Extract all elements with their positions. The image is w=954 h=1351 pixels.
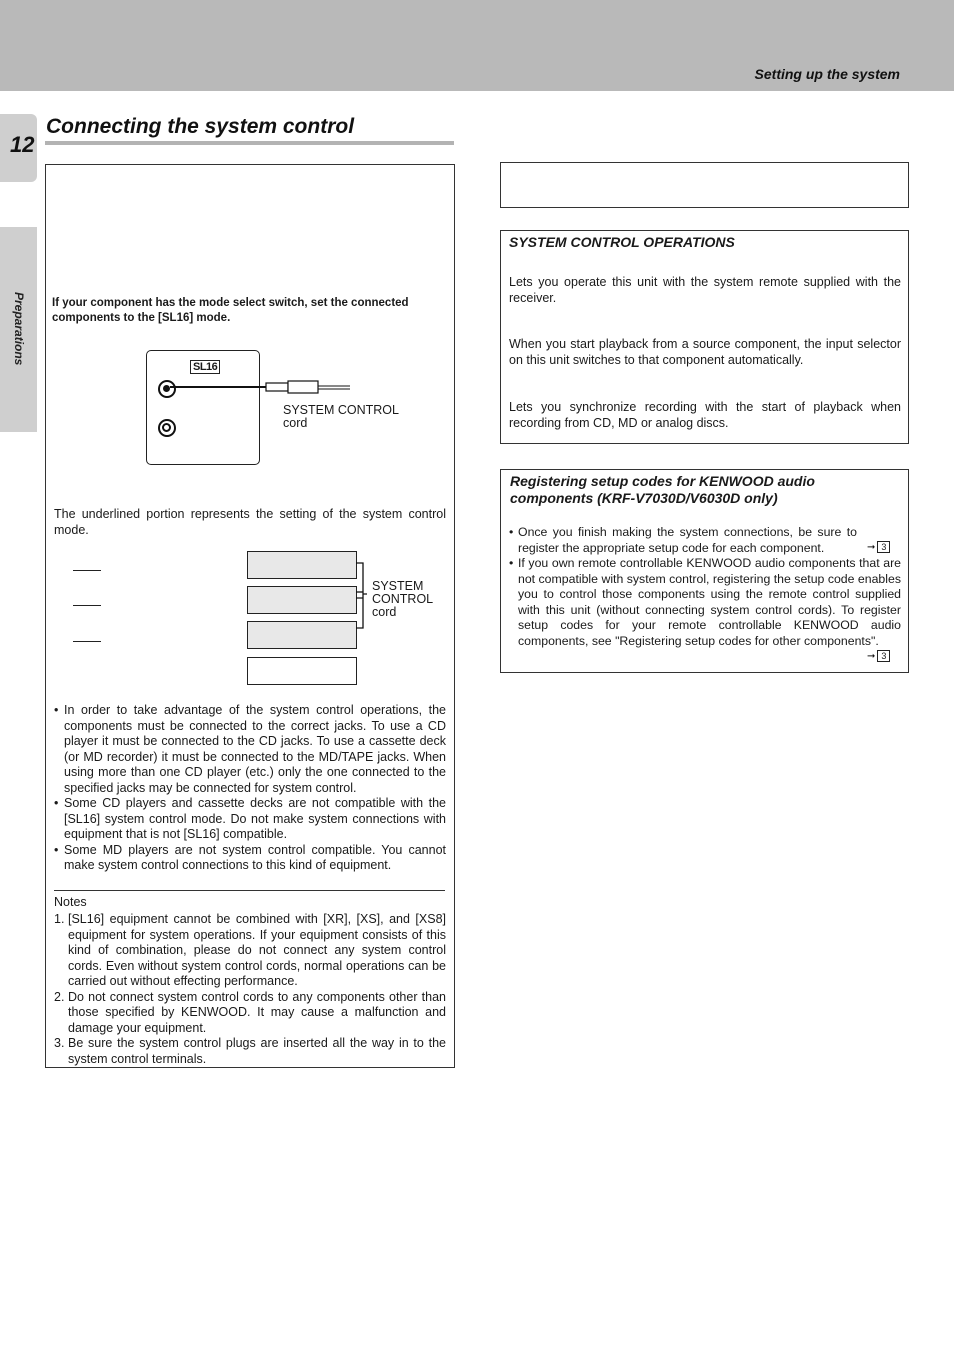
device-underline-2 bbox=[73, 605, 101, 606]
page-number: 12 bbox=[10, 132, 35, 157]
list-item: 2. Do not connect system control cords to any components other than those specified by KENWOOD. It may cause a malfunction and damage your equipment. bbox=[54, 989, 446, 1035]
compatibility-bullets bbox=[54, 703, 446, 874]
sl16-label: SL16 bbox=[190, 360, 220, 374]
device-underline-1 bbox=[73, 570, 101, 571]
notes-list bbox=[54, 912, 446, 1067]
book-icon: 3 bbox=[877, 650, 890, 662]
device-underline-3 bbox=[73, 641, 101, 642]
sco-paragraph-1: Lets you operate this unit with the system remote supplied with the receiver. bbox=[509, 275, 901, 305]
sco-paragraph-3: Lets you synchronize recording with the start of playback when recording from CD, MD or analog discs. bbox=[509, 400, 901, 430]
cord-plug-icon bbox=[170, 378, 360, 398]
heading-rule bbox=[45, 141, 454, 145]
page-reference-2 bbox=[867, 650, 890, 662]
section-title: Setting up the system bbox=[754, 66, 900, 82]
system-control-cord-label: SYSTEM CONTROL cord bbox=[372, 579, 434, 619]
list-item: • Once you finish making the system connections, be sure to register the appropriate setup code for each component. bbox=[509, 525, 901, 556]
list-item: • If you own remote controllable KENWOOD audio components that are not compatible with system control, registering the setup code enables you to control those components using the remote control supplied with this unit (without connecting system control cords). To register setup codes for your remote controllable KENWOOD audio components, see "Registering setup codes for other components". bbox=[509, 556, 901, 649]
notes-title: Notes bbox=[54, 895, 87, 909]
list-item: 1. [SL16] equipment cannot be combined with [XR], [XS], and [XS8] equipment for system operations. If your equipment consists of this kind of combination, please do not connect any system control cords. Even without system control cords, normal operations can be carried out without effecting performance. bbox=[54, 912, 446, 988]
list-item: 3. Be sure the system control plugs are inserted all the way in to the system control terminals. bbox=[54, 1036, 446, 1066]
arrow-icon: ➞ bbox=[867, 650, 876, 662]
page-reference bbox=[867, 541, 890, 553]
component-box-3 bbox=[247, 621, 357, 649]
component-box-1 bbox=[247, 551, 357, 579]
cord-label: SYSTEM CONTROL cord bbox=[283, 403, 399, 430]
reg-bullets bbox=[509, 525, 901, 649]
book-icon: 3 bbox=[877, 541, 890, 553]
list-item: • Some CD players and cassette decks are not compatible with the [SL16] system control mode. Do not make system connections with equipment that is not [SL16] compatible. bbox=[54, 796, 446, 843]
system-control-jack-icon-2 bbox=[158, 419, 176, 437]
receiver-box bbox=[247, 657, 357, 685]
component-box-2 bbox=[247, 586, 357, 614]
list-item: • In order to take advantage of the system control operations, the components must be connected to the correct jacks. To use a CD player it must be connected to the CD jacks. To use a cassette deck (or MD recorder) it must be connected to the MD/TAPE jacks. When using more than one CD player (etc.) only the one connected to the specified jacks may be connected for system control. bbox=[54, 703, 446, 796]
top-right-box bbox=[500, 162, 909, 208]
side-tab-label: Preparations bbox=[12, 292, 26, 366]
arrow-icon: ➞ bbox=[867, 541, 876, 553]
underline-note: The underlined portion represents the setting of the system control mode. bbox=[54, 507, 446, 537]
notes-divider bbox=[54, 890, 445, 891]
list-item: • Some MD players are not system control compatible. You cannot make system control connections to this kind of equipment. bbox=[54, 843, 446, 874]
mode-instruction: If your component has the mode select switch, set the connected components to the [SL16] mode. bbox=[52, 297, 409, 324]
sco-paragraph-2: When you start playback from a source component, the input selector on this unit switches to that component automatically. bbox=[509, 337, 901, 367]
sco-title: SYSTEM CONTROL OPERATIONS bbox=[509, 234, 735, 250]
page-heading: Connecting the system control bbox=[46, 115, 355, 138]
reg-title: Registering setup codes for KENWOOD audio components (KRF-V7030D/V6030D only) bbox=[510, 473, 815, 506]
